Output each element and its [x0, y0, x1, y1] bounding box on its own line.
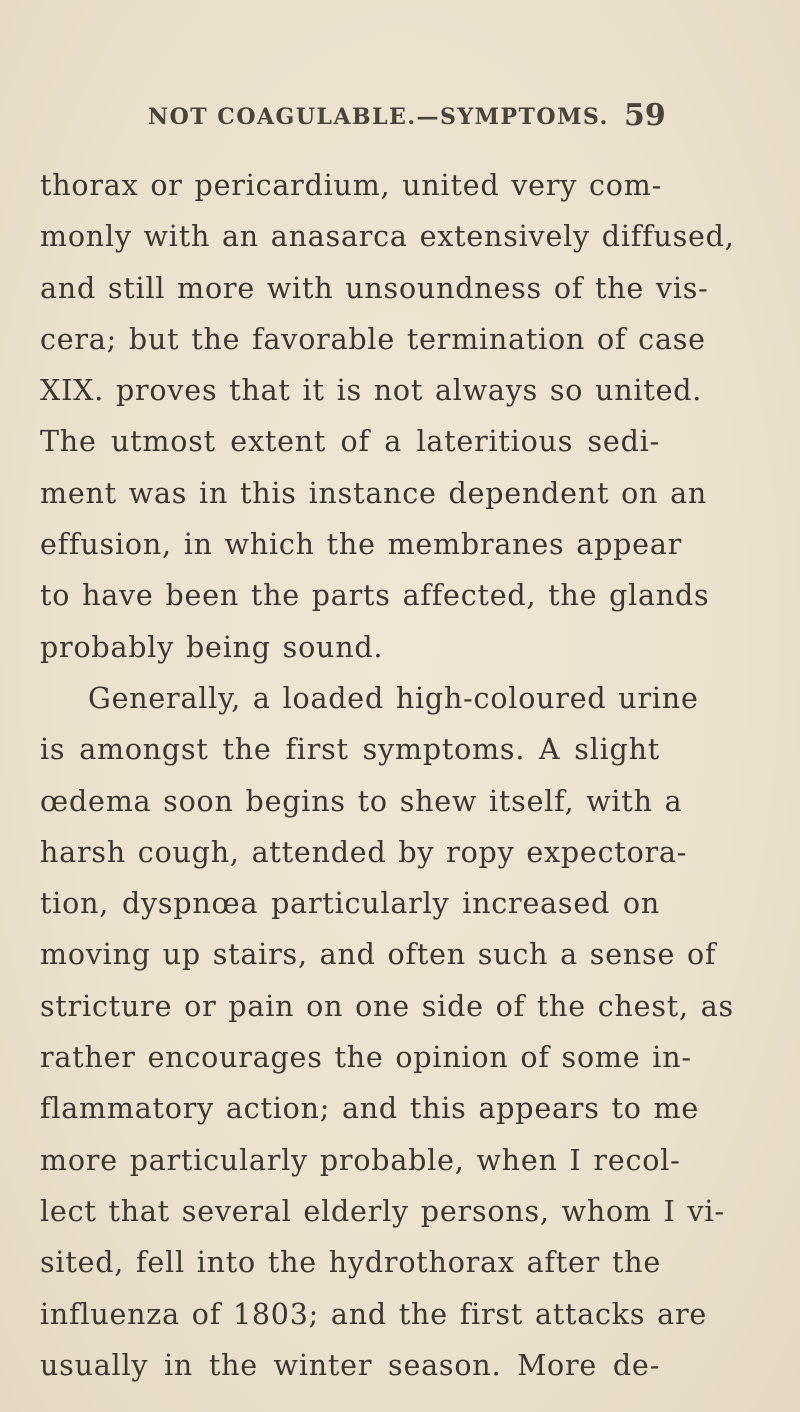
text-line: Generally, a loaded high-coloured urine [88, 681, 699, 715]
text-line: is amongst the first symptoms. A slight [40, 733, 660, 767]
text-line: The utmost extent of a lateritious sedi- [40, 425, 660, 459]
text-line: and still more with unsoundness of the vis- [40, 271, 709, 305]
running-head [0, 100, 800, 140]
text-line: lect that several elderly persons, whom I vi- [40, 1194, 725, 1228]
text-line: influenza of 1803; and the first attacks are [40, 1297, 708, 1331]
body-text [40, 160, 735, 1391]
text-line: œdema soon begins to shew itself, with a [40, 784, 683, 818]
text-line: probably being sound. [40, 630, 384, 664]
text-line: tion, dyspnœa particularly increased on [40, 887, 660, 921]
text-line: stricture or pain on one side of the chest, as [40, 989, 734, 1023]
running-title: NOT COAGULABLE.—SYMPTOMS. [148, 104, 609, 130]
text-line: flammatory action; and this appears to me [40, 1092, 700, 1126]
text-line: usually in the winter season. More de- [40, 1348, 660, 1382]
text-line: cera; but the favorable termination of case [40, 322, 706, 356]
text-line: sited, fell into the hydrothorax after the [40, 1246, 662, 1280]
page-number: 59 [624, 98, 666, 133]
text-line: effusion, in which the membranes appear [40, 528, 683, 562]
text-line: XIX. proves that it is not always so united. [40, 374, 703, 408]
text-line: moving up stairs, and often such a sense of [40, 938, 717, 972]
text-line: thorax or pericardium, united very com- [40, 169, 663, 202]
text-line: monly with an anasarca extensively diffused, [40, 220, 735, 254]
text-line: harsh cough, attended by ropy expectora- [40, 835, 688, 869]
text-line: to have been the parts affected, the glands [40, 579, 710, 613]
text-line: more particularly probable, when I recol- [40, 1143, 681, 1177]
text-line: ment was in this instance dependent on an [40, 476, 708, 510]
text-line: rather encourages the opinion of some in- [40, 1041, 692, 1075]
